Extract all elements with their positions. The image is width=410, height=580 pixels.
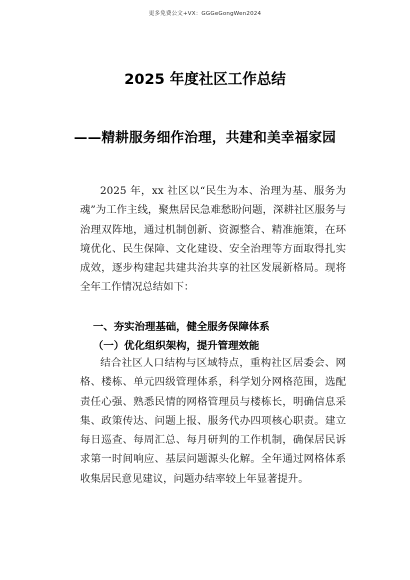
section-heading: 一、夯实治理基础，健全服务保障体系 (93, 321, 270, 333)
body-paragraph-text: 结合社区人口结构与区域特点，重构社区居委会、网格、楼栋、单元四级管理体系，科学划分网格范围，选配责任心强、熟悉民情的网格管理员与楼栋长，明确信息采集、政策传达、问题上报、服务代办四项核心职责。建立每日巡查、每周汇总、每月研判的工作机制，确保居民诉求第一时间响应、基层问题源头化解。全年通过网格体系收集居民意见建议，问题办结率较上年显著提升。 (80, 357, 346, 485)
document-title: 2025 年度社区工作总结 (124, 72, 286, 88)
intro-paragraph (80, 182, 346, 298)
document-subtitle: ——精耕服务细作治理，共建和美幸福家园 (73, 130, 337, 146)
subsection-heading: （一）优化组织架构，提升管理效能 (93, 340, 260, 352)
body-paragraph (80, 354, 346, 489)
intro-paragraph-text: 2025 年，xx 社区以“民生为本、治理为基、服务为魂”为工作主线，聚焦居民急难愁盼问题，深耕社区服务与治理双阵地，通过机制创新、资源整合、精准施策，在环境优化、民生保障、文化建设、安全治理等方面取得扎实成效，逐步构建起共建共治共享的社区发展新格局。现将全年工作情况总结如下： (80, 185, 346, 294)
header-note: 更多免费公文+VX：GGGeGongWen2024 (148, 11, 262, 17)
